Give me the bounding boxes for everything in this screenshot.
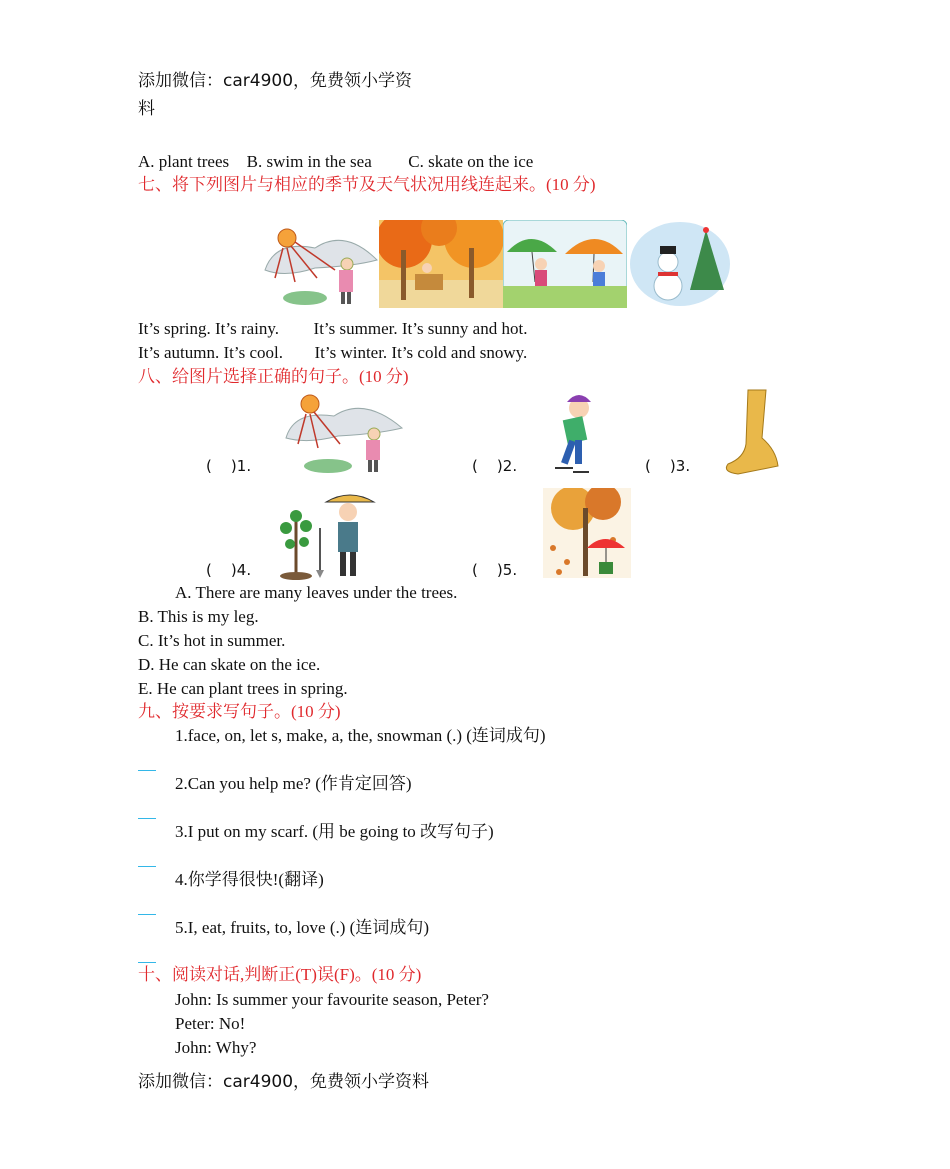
section9-item-5: 5.I, eat, fruits, to, love (.) (连词成句) xyxy=(175,918,429,937)
section9-item-1: 1.face, on, let s, make, a, the, snowman (.) (连词成句) xyxy=(175,726,546,745)
section8-option-e: E. He can plant trees in spring. xyxy=(138,679,348,698)
rainy-kids-picture xyxy=(503,220,627,308)
dialogue-line-2: Peter: No! xyxy=(175,1014,246,1033)
blank-label-3: ( )3. xyxy=(645,457,691,475)
watermark-top: 添加微信：car4900，免费领小学资 xyxy=(138,71,413,91)
dialogue-line-1: John: Is summer your favourite season, Peter? xyxy=(175,990,489,1009)
section8-option-b: B. This is my leg. xyxy=(138,607,259,626)
section8-option-c: C. It’s hot in summer. xyxy=(138,631,286,650)
option-a: A. plant trees xyxy=(138,152,230,171)
section7-title: 七、将下列图片与相应的季节及天气状况用线连起来。(10 分) xyxy=(138,175,596,194)
section9-item-4: 4.你学得很快!(翻译) xyxy=(175,870,324,889)
dialogue-line-3: John: Why? xyxy=(175,1038,257,1057)
answer-blank-1[interactable] xyxy=(138,770,156,771)
section8-option-d: D. He can skate on the ice. xyxy=(138,655,321,674)
section8-option-a: A. There are many leaves under the trees. xyxy=(175,583,458,602)
skating-boy-picture xyxy=(543,388,603,476)
section7-row2 xyxy=(138,342,527,364)
blank-label-5: ( )5. xyxy=(472,561,518,579)
options-line xyxy=(138,151,533,173)
blank-label-2: ( )2. xyxy=(472,457,518,475)
autumn-leaves-picture xyxy=(543,488,631,578)
option-c: C. skate on the ice xyxy=(408,152,534,171)
section7-summer: It’s summer. It’s sunny and hot. xyxy=(313,319,528,338)
section7-winter: It’s winter. It’s cold and snowy. xyxy=(314,343,528,362)
section9-item-3: 3.I put on my scarf. (用 be going to 改写句子) xyxy=(175,822,494,841)
blank-label-4: ( )4. xyxy=(206,561,252,579)
answer-blank-4[interactable] xyxy=(138,914,156,915)
section9-title: 九、按要求写句子。(10 分) xyxy=(138,702,341,721)
sunny-girl-picture xyxy=(255,220,380,308)
snowman-picture xyxy=(628,220,732,308)
option-b: B. swim in the sea xyxy=(246,152,372,171)
answer-blank-5[interactable] xyxy=(138,962,156,963)
planting-tree-picture xyxy=(276,488,380,580)
section9-item-2: 2.Can you help me? (作肯定回答) xyxy=(175,774,412,793)
section7-autumn: It’s autumn. It’s cool. xyxy=(138,343,283,362)
section8-title: 八、给图片选择正确的句子。(10 分) xyxy=(138,367,409,386)
autumn-trees-picture xyxy=(379,220,503,308)
answer-blank-2[interactable] xyxy=(138,818,156,819)
leg-picture xyxy=(718,388,782,476)
answer-blank-3[interactable] xyxy=(138,866,156,867)
watermark-top-continued: 料 xyxy=(138,99,155,119)
section7-row1 xyxy=(138,318,527,340)
hot-summer-picture xyxy=(278,390,406,474)
section7-spring: It’s spring. It’s rainy. xyxy=(138,319,280,338)
blank-label-1: ( )1. xyxy=(206,457,252,475)
watermark-bottom: 添加微信：car4900，免费领小学资料 xyxy=(138,1072,430,1092)
section10-title: 十、阅读对话,判断正(T)误(F)。(10 分) xyxy=(138,965,422,984)
